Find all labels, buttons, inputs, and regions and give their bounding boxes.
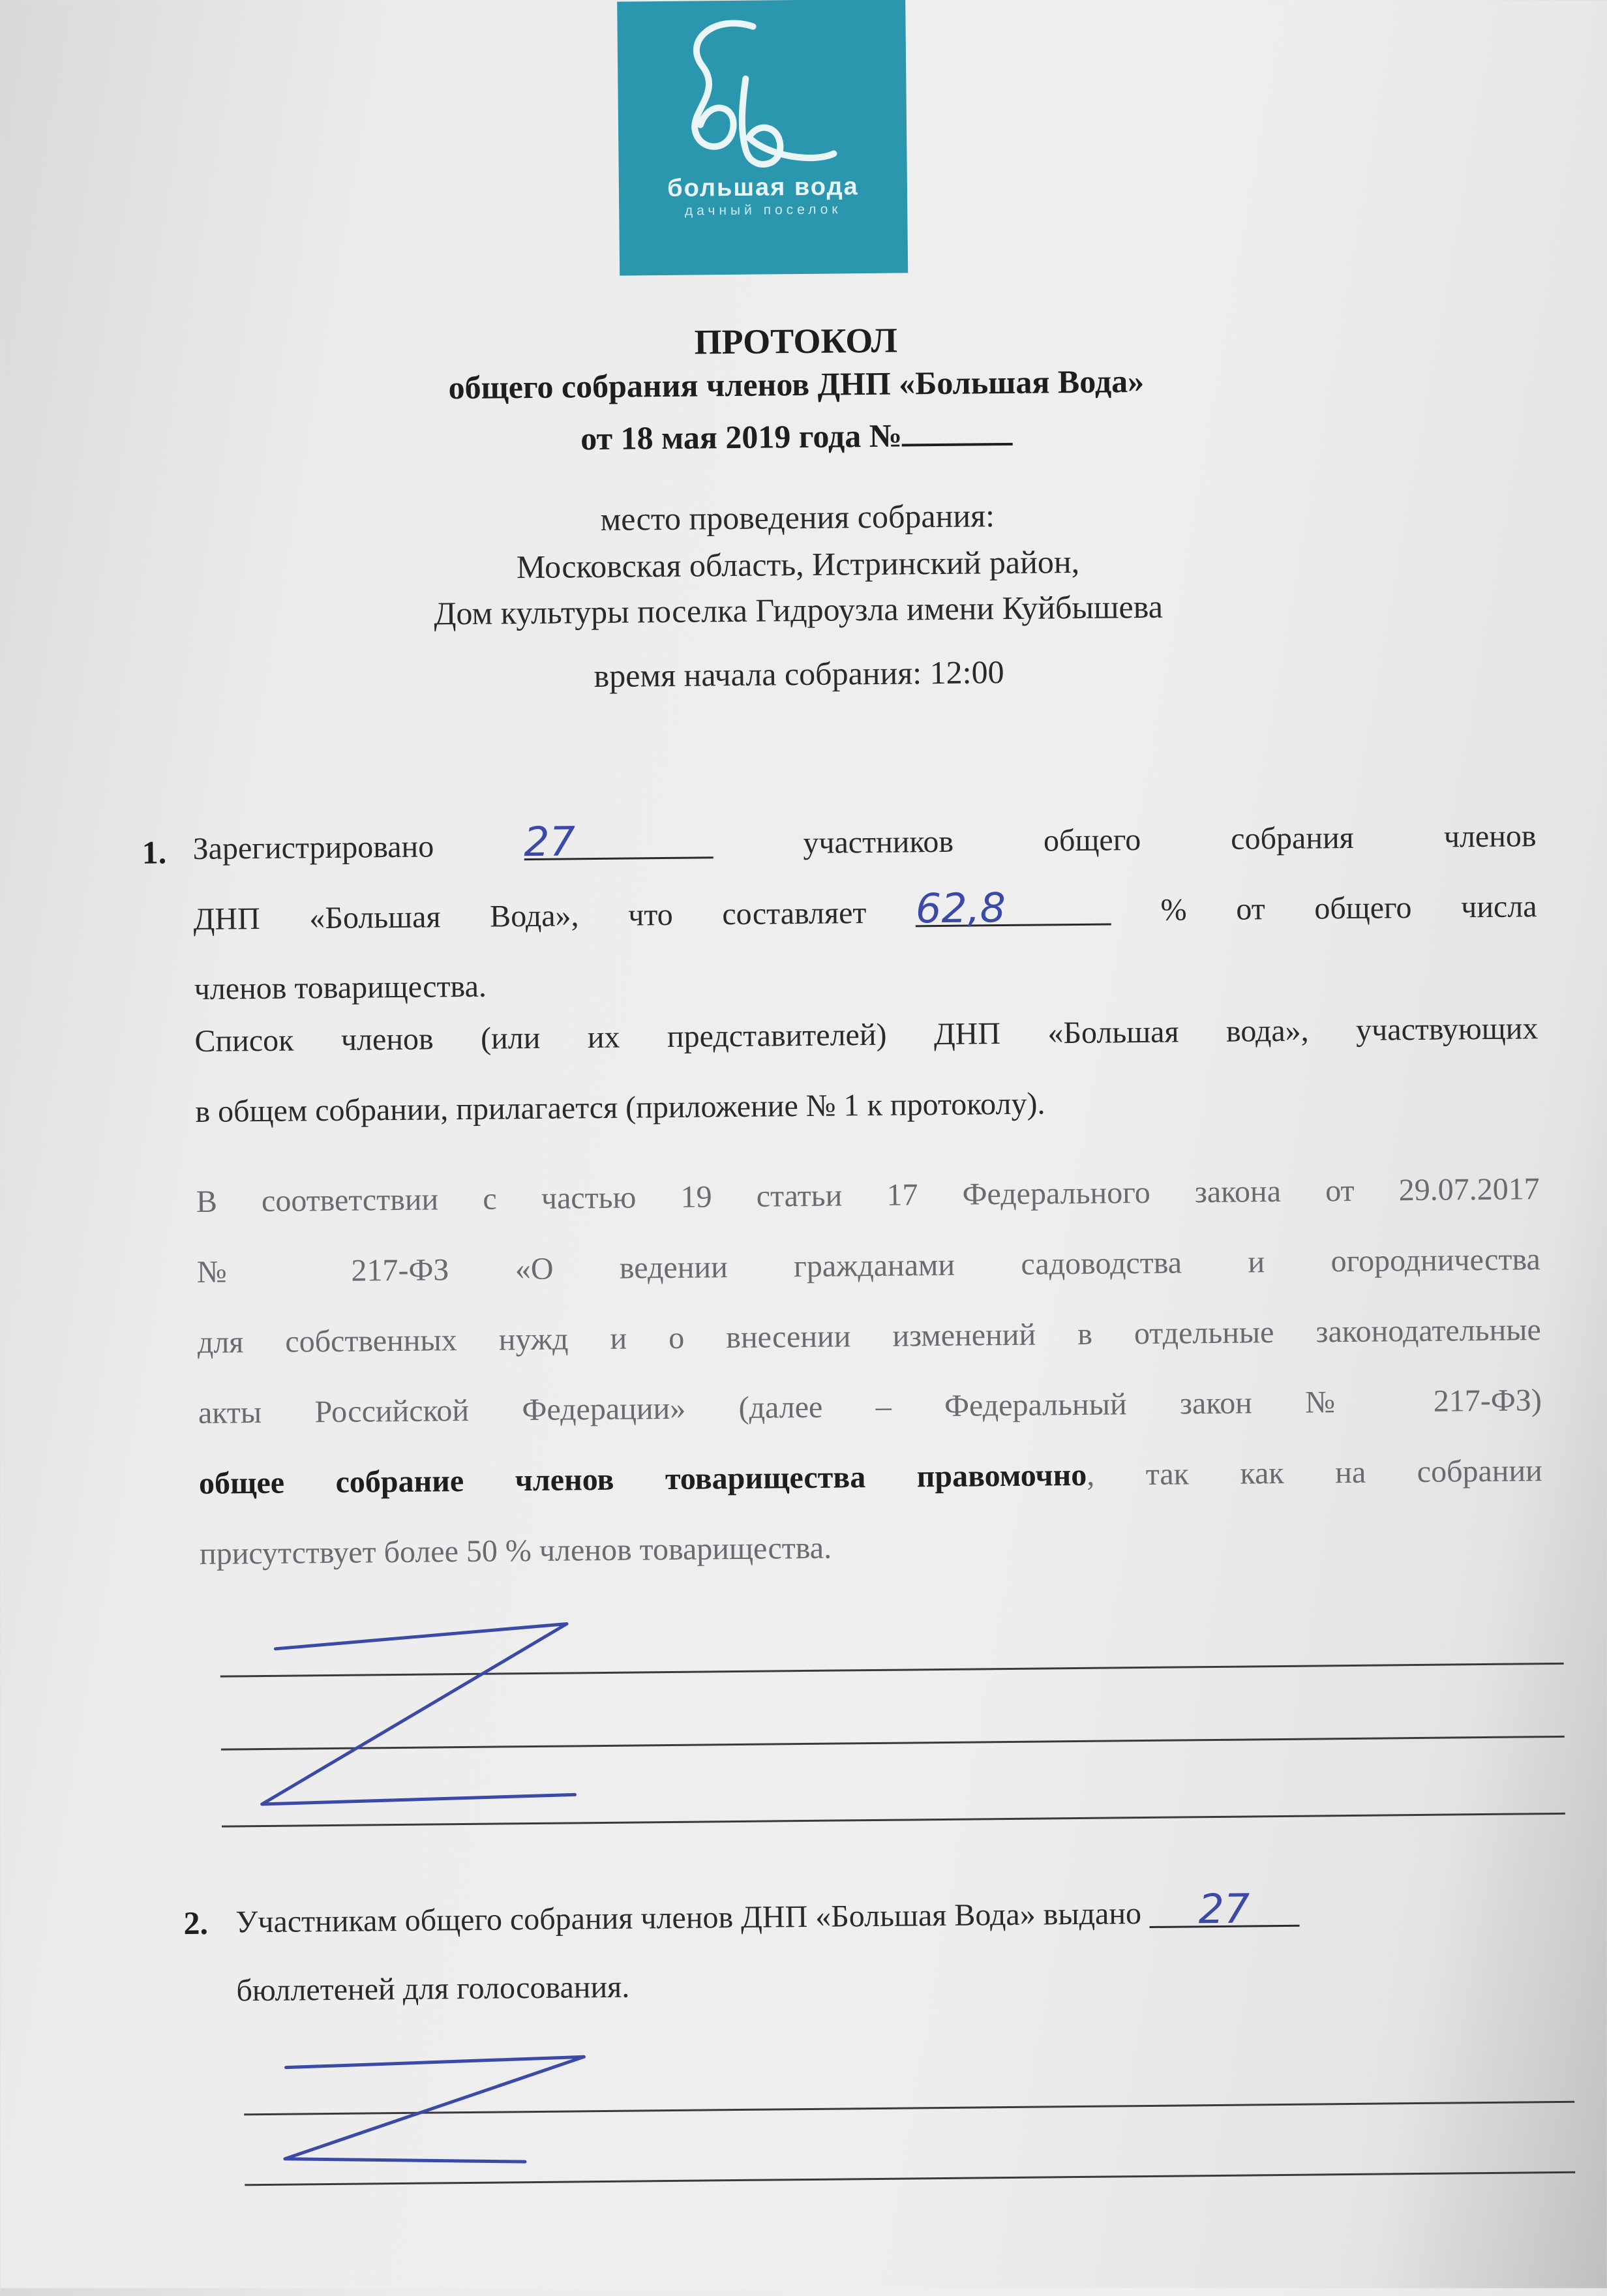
place-line-1: Московская область, Истринский район, xyxy=(516,543,1080,586)
registered-label: Зарегистрировано xyxy=(192,829,434,866)
date-text: от 18 мая 2019 года № xyxy=(580,417,903,457)
logo-tagline: дачный поселок xyxy=(684,202,842,219)
ballots-text-2: бюллетеней для голосования. xyxy=(236,1969,630,2008)
law-line-4: акты Российской Федерации» (далее – Федеральный закон № 217-ФЗ) xyxy=(198,1383,1542,1430)
section-1-number: 1. xyxy=(142,834,167,871)
percent-value: 62,8 xyxy=(916,890,1111,927)
members-text: членов товарищества. xyxy=(194,969,487,1006)
law-line-2: № 217-ФЗ «О ведении гражданами садоводства и огородничества xyxy=(196,1242,1541,1290)
document-subtitle: общего собрания членов ДНП «Большая Вода» xyxy=(448,362,1145,406)
logo-name: большая вода xyxy=(667,173,859,202)
place-line-2: Дом культуры поселка Гидроузла имени Куйбышева xyxy=(434,588,1164,632)
list-line-2: в общем собрании, прилагается (приложение № 1 к протоколу). xyxy=(195,1086,1045,1129)
law-line-1: В соответствии с частью 19 статьи 17 Федерального закона от 29.07.2017 xyxy=(196,1171,1540,1219)
dnp-text: ДНП «Большая Вода», что составляет xyxy=(193,896,867,937)
quorum-statement: общее собрание членов товарищества правомочно xyxy=(198,1457,1087,1501)
ballots-count: 27 xyxy=(1149,1892,1299,1928)
place-label: место проведения собрания: xyxy=(600,497,995,537)
law-line-3: для собственных нужд и о внесении изменений в отдельные законодательные xyxy=(197,1312,1542,1360)
start-time: время начала собрания: 12:00 xyxy=(593,654,1004,695)
z-strikeout-section-2 xyxy=(284,2057,585,2164)
law-line-5-rest: , так как на собрании xyxy=(1087,1453,1543,1492)
document-title: ПРОТОКОЛ xyxy=(694,320,898,362)
law-line-6: присутствует более 50 % членов товарищества. xyxy=(199,1530,832,1571)
ballots-text: Участникам общего собрания членов ДНП «Большая Вода» выдано xyxy=(235,1896,1142,1940)
list-line-1: Список членов (или их представителей) ДНП «Большая вода», участвующих xyxy=(194,1011,1539,1059)
z-strikeout-section-1 xyxy=(260,1624,575,1804)
participants-text: участников общего собрания членов xyxy=(803,819,1537,860)
section-2-number: 2. xyxy=(183,1904,209,1942)
svg-text:бв: бв xyxy=(762,150,763,151)
percent-text: % от общего числа xyxy=(1160,889,1537,928)
registered-count: 27 xyxy=(524,824,713,860)
